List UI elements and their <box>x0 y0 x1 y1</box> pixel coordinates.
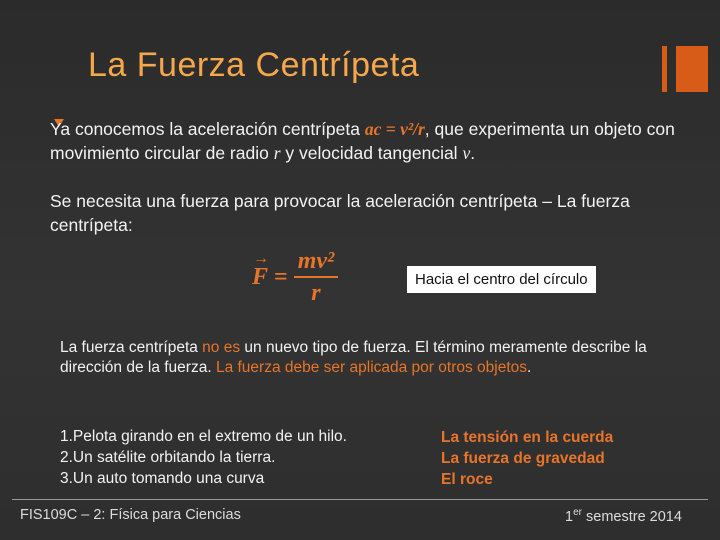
slide-title: La Fuerza Centrípeta <box>88 46 420 84</box>
para1-text-c: y velocidad tangencial <box>280 143 463 163</box>
semester-ordinal: er <box>573 507 582 518</box>
note-highlight-no-es: no es <box>202 339 241 356</box>
example-item: 3.Un auto tomando una curva <box>60 470 265 487</box>
paragraph-force-needed: Se necesita una fuerza para provocar la aceleración centrípeta – La fuerza centrípeta: <box>50 191 630 235</box>
note-text-c: un nuevo tipo de fuerza. El término meramente describe la dirección de la fuerza. <box>60 339 647 376</box>
velocity-symbol: v <box>462 143 471 163</box>
fraction <box>294 246 339 308</box>
direction-callout: Hacia el centro del círculo <box>407 266 596 293</box>
centripetal-force-formula <box>252 246 338 308</box>
accent-bar-thin <box>662 46 667 92</box>
paragraph-acceleration <box>50 117 690 165</box>
note-text-a: La fuerza centrípeta <box>60 339 203 356</box>
examples-list <box>60 426 347 489</box>
note-paragraph <box>60 338 660 378</box>
semester-text: semestre 2014 <box>581 508 682 525</box>
semester-number: 1 <box>565 508 574 525</box>
force-item: La fuerza de gravedad <box>441 450 605 467</box>
accent-bar-thick <box>676 46 708 92</box>
force-vector: → F <box>252 264 268 291</box>
footer-course: FIS109C – 2: Física para Ciencias <box>20 507 241 523</box>
note-text-e: . <box>527 359 532 376</box>
force-item: La tensión en la cuerda <box>441 429 614 446</box>
note-highlight-applied: La fuerza debe ser aplicada por otros objetos <box>215 359 528 376</box>
fraction-numerator: mv² <box>294 246 339 278</box>
example-item: 1.Pelota girando en el extremo de un hilo. <box>60 428 347 445</box>
para1-text-a: Ya conocemos la aceleración centrípeta <box>50 119 365 139</box>
footer-divider <box>12 499 708 500</box>
para1-text-b: , que experimenta un objeto con movimiento circular de radio <box>50 119 675 163</box>
forces-list <box>441 427 613 490</box>
radius-symbol: r <box>273 143 281 163</box>
footer-semester <box>565 507 682 525</box>
fraction-denominator: r <box>311 280 321 306</box>
para1-text-d: . <box>470 143 476 163</box>
acceleration-formula: ac = v²/r <box>364 119 425 139</box>
example-item: 2.Un satélite orbitando la tierra. <box>60 449 276 466</box>
force-item: El roce <box>441 471 493 488</box>
equals-sign: = <box>274 263 288 290</box>
